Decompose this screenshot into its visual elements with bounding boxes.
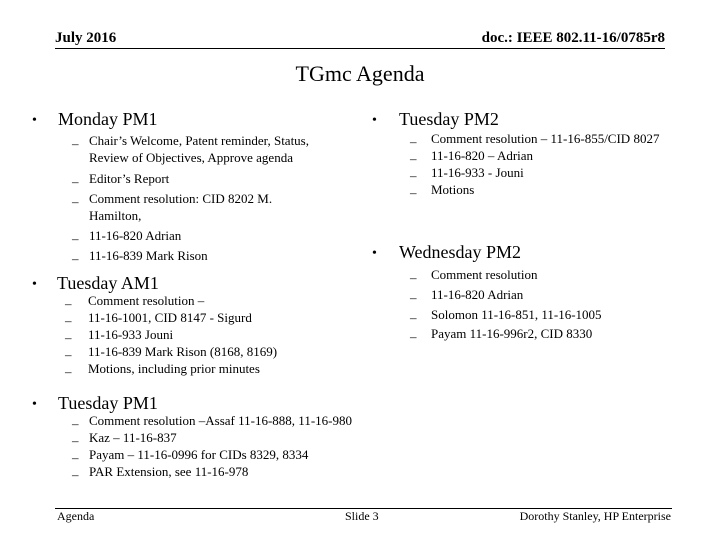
dash-icon: – xyxy=(72,136,79,151)
dash-icon: – xyxy=(72,174,79,189)
list-item: Comment resolution –Assaf 11-16-888, 11-16-980 xyxy=(89,413,352,428)
list-item: Comment resolution – xyxy=(88,293,205,308)
dash-icon: – xyxy=(410,168,417,183)
slide-title: TGmc Agenda xyxy=(295,61,425,86)
dash-icon: – xyxy=(410,185,417,200)
list-item: 11-16-1001, CID 8147 - Sigurd xyxy=(88,310,252,325)
list-item: Comment resolution xyxy=(431,267,538,282)
header-doc-id: doc.: IEEE 802.11-16/0785r8 xyxy=(481,30,665,46)
dash-icon: – xyxy=(72,416,79,431)
list-item: Motions, including prior minutes xyxy=(88,361,260,376)
list-item: Comment resolution – 11-16-855/CID 8027 xyxy=(431,131,660,146)
bullet-icon: • xyxy=(32,397,37,412)
list-item: Payam 11-16-996r2, CID 8330 xyxy=(431,326,593,341)
list-item: 11-16-820 Adrian xyxy=(431,287,524,302)
section-wednesday-pm2: Wednesday PM2 xyxy=(399,242,522,262)
section-tuesday-am1: Tuesday AM1 xyxy=(57,273,159,293)
list-item: 11-16-839 Mark Rison (8168, 8169) xyxy=(88,344,278,359)
dash-icon: – xyxy=(410,270,417,285)
dash-icon: – xyxy=(410,290,417,305)
list-item: PAR Extension, see 11-16-978 xyxy=(89,464,249,479)
dash-icon: – xyxy=(72,251,79,266)
list-item: 11-16-839 Mark Rison xyxy=(89,248,208,263)
header-rule xyxy=(55,48,665,49)
bullet-icon: • xyxy=(372,246,377,261)
bullet-icon: • xyxy=(32,113,37,128)
section-tuesday-pm1: Tuesday PM1 xyxy=(58,393,158,413)
dash-icon: – xyxy=(410,151,417,166)
list-item: Payam – 11-16-0996 for CIDs 8329, 8334 xyxy=(89,447,309,462)
dash-icon: – xyxy=(72,450,79,465)
list-item: 11-16-933 Jouni xyxy=(88,327,174,342)
bullet-icon: • xyxy=(372,113,377,128)
list-item: Motions xyxy=(431,182,475,197)
dash-icon: – xyxy=(65,313,72,328)
dash-icon: – xyxy=(72,433,79,448)
list-item: Editor’s Report xyxy=(89,171,170,186)
dash-icon: – xyxy=(410,310,417,325)
section-tuesday-pm2: Tuesday PM2 xyxy=(399,109,499,129)
footer-slide-number: Slide 3 xyxy=(345,509,379,523)
header-date: July 2016 xyxy=(55,30,117,46)
dash-icon: – xyxy=(65,364,72,379)
dash-icon: – xyxy=(410,329,417,344)
list-item: 11-16-933 - Jouni xyxy=(431,165,524,180)
footer-author: Dorothy Stanley, HP Enterprise xyxy=(519,509,671,523)
dash-icon: – xyxy=(65,296,72,311)
list-item: Chair’s Welcome, Patent reminder, Status, Review of Objectives, Approve agenda xyxy=(89,133,309,165)
dash-icon: – xyxy=(65,347,72,362)
list-item: Comment resolution: CID 8202 M. Hamilton, xyxy=(89,191,273,223)
list-item: 11-16-820 Adrian xyxy=(89,228,182,243)
section-monday-pm1: Monday PM1 xyxy=(58,109,158,129)
footer-left: Agenda xyxy=(57,509,95,523)
dash-icon: – xyxy=(72,231,79,246)
list-item: 11-16-820 – Adrian xyxy=(431,148,534,163)
dash-icon: – xyxy=(72,467,79,482)
list-item: Solomon 11-16-851, 11-16-1005 xyxy=(431,307,602,322)
list-item: Kaz – 11-16-837 xyxy=(89,430,177,445)
dash-icon: – xyxy=(410,134,417,149)
bullet-icon: • xyxy=(32,277,37,292)
dash-icon: – xyxy=(65,330,72,345)
dash-icon: – xyxy=(72,194,79,209)
